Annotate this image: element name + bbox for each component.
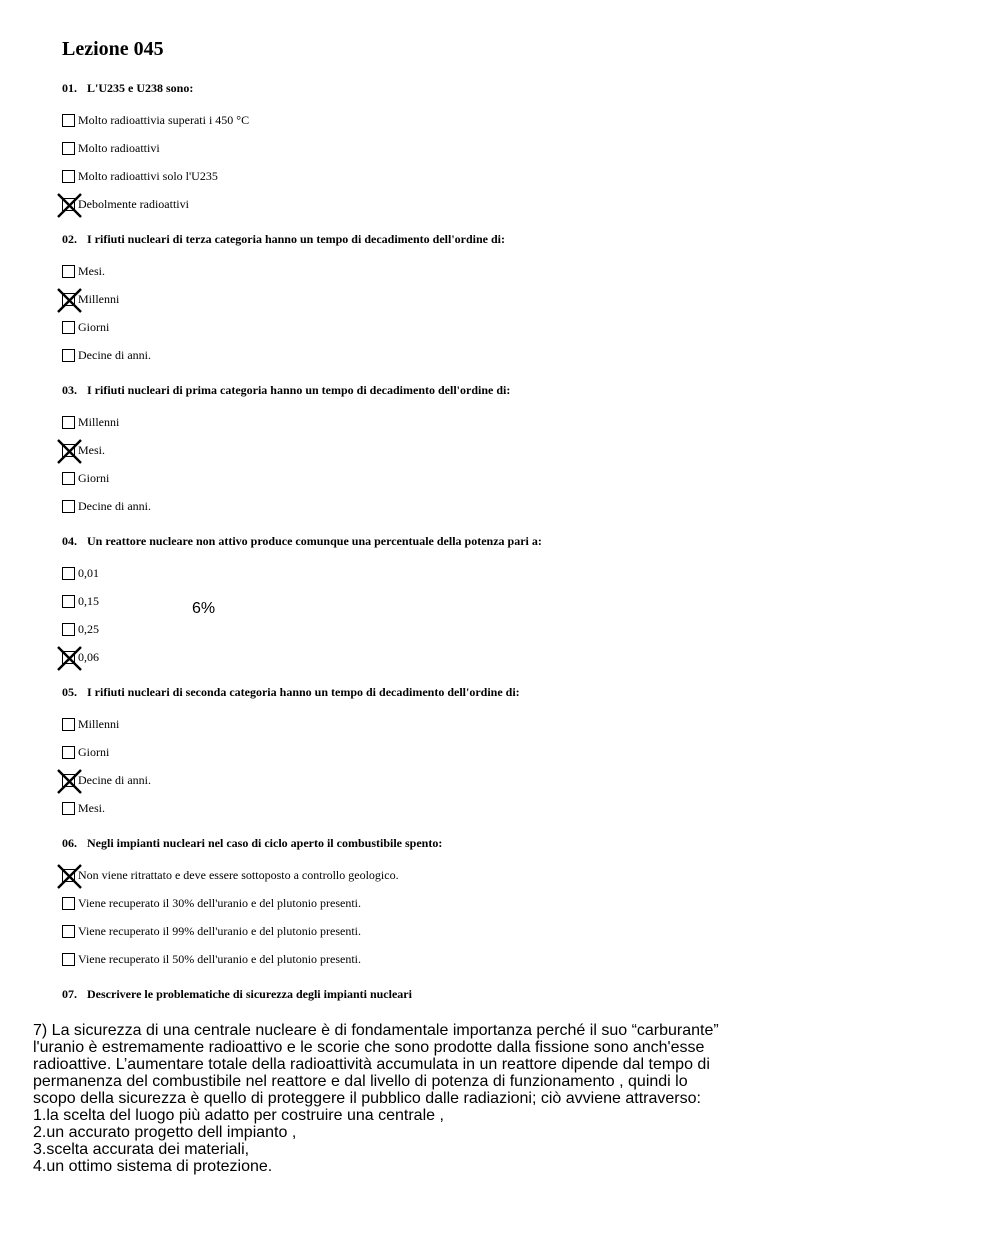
answer-line: 1.la scelta del luogo più adatto per costruire una centrale , xyxy=(33,1107,444,1124)
empty-checkbox[interactable] xyxy=(62,567,75,580)
question-2 xyxy=(62,231,962,369)
option-label: Mesi. xyxy=(78,264,105,278)
empty-checkbox[interactable] xyxy=(62,925,75,938)
x-mark-icon xyxy=(57,439,82,464)
answer-option[interactable] xyxy=(62,285,962,313)
option-label: Molto radioattivi xyxy=(78,141,160,155)
question-prompt: I rifiuti nucleari di prima categoria hanno un tempo di decadimento dell'ordine di: xyxy=(87,383,511,397)
answer-line: radioattive. L’aumentare totale della radioattività accumulata in un reattore dipende dal tempo di xyxy=(33,1056,710,1073)
answer-option[interactable] xyxy=(62,106,962,134)
empty-checkbox[interactable] xyxy=(62,595,75,608)
question-number: 02. xyxy=(62,232,77,246)
empty-checkbox[interactable] xyxy=(62,953,75,966)
empty-checkbox[interactable] xyxy=(62,321,75,334)
question-prompt: Negli impianti nucleari nel caso di ciclo aperto il combustibile spento: xyxy=(87,836,443,850)
option-label: 0,01 xyxy=(78,566,99,580)
empty-checkbox[interactable] xyxy=(62,170,75,183)
option-label: Giorni xyxy=(78,320,110,334)
option-label: Decine di anni. xyxy=(78,348,151,362)
answer-option[interactable] xyxy=(62,134,962,162)
question-number: 06. xyxy=(62,836,77,850)
question-prompt: Un reattore nucleare non attivo produce comunque una percentuale della potenza pari a: xyxy=(87,534,542,548)
question-1 xyxy=(62,80,962,218)
empty-checkbox[interactable] xyxy=(62,718,75,731)
answer-line: 2.un accurato progetto dell impianto , xyxy=(33,1124,297,1141)
answer-line: 7) La sicurezza di una centrale nucleare è di fondamentale importanza perché il suo “carburante” xyxy=(33,1022,719,1039)
question-text xyxy=(62,684,962,700)
empty-checkbox[interactable] xyxy=(62,897,75,910)
question-3 xyxy=(62,382,962,520)
question-prompt: L'U235 e U238 sono: xyxy=(87,81,194,95)
option-label: Molto radioattivia superati i 450 °C xyxy=(78,113,250,127)
answer-line: 4.un ottimo sistema di protezione. xyxy=(33,1158,273,1175)
question-number: 03. xyxy=(62,383,77,397)
empty-checkbox[interactable] xyxy=(62,500,75,513)
answer-option[interactable] xyxy=(62,615,962,643)
options-list xyxy=(62,257,962,369)
option-label: Decine di anni. xyxy=(78,499,151,513)
answer-option[interactable] xyxy=(62,190,962,218)
x-mark-icon xyxy=(57,769,82,794)
option-label: Giorni xyxy=(78,745,110,759)
answer-option[interactable] xyxy=(62,643,962,671)
answer-option[interactable] xyxy=(62,917,962,945)
question-number: 05. xyxy=(62,685,77,699)
question-prompt: I rifiuti nucleari di seconda categoria hanno un tempo di decadimento dell'ordine di: xyxy=(87,685,520,699)
checked-checkbox[interactable] xyxy=(62,869,75,882)
option-label: 0,06 xyxy=(78,650,99,664)
option-label: Millenni xyxy=(78,717,120,731)
answer-line: 3.scelta accurata dei materiali, xyxy=(33,1141,250,1158)
answer-line: permanenza del combustibile nel reattore e dal livello di potenza di funzionamento , quindi lo xyxy=(33,1073,688,1090)
answer-option[interactable] xyxy=(62,559,962,587)
empty-checkbox[interactable] xyxy=(62,114,75,127)
option-label: 0,25 xyxy=(78,622,99,636)
empty-checkbox[interactable] xyxy=(62,472,75,485)
answer-option[interactable] xyxy=(62,162,962,190)
answer-option[interactable] xyxy=(62,945,962,973)
question-5 xyxy=(62,684,962,822)
checked-checkbox[interactable] xyxy=(62,774,75,787)
checked-checkbox[interactable] xyxy=(62,651,75,664)
empty-checkbox[interactable] xyxy=(62,623,75,636)
page-title: Lezione 045 xyxy=(62,38,164,60)
question-prompt: I rifiuti nucleari di terza categoria hanno un tempo di decadimento dell'ordine di: xyxy=(87,232,505,246)
checked-checkbox[interactable] xyxy=(62,444,75,457)
option-label: Viene recuperato il 50% dell'uranio e del plutonio presenti. xyxy=(78,952,362,966)
answer-option[interactable] xyxy=(62,257,962,285)
answer-option[interactable] xyxy=(62,861,962,889)
question-text xyxy=(62,986,962,1002)
question-text xyxy=(62,231,962,247)
answer-option[interactable] xyxy=(62,889,962,917)
option-label: Debolmente radioattivi xyxy=(78,197,189,211)
option-label: Millenni xyxy=(78,415,120,429)
question-7 xyxy=(62,986,962,1002)
checked-checkbox[interactable] xyxy=(62,293,75,306)
handwritten-annotation: 6% xyxy=(192,600,216,617)
option-label: Giorni xyxy=(78,471,110,485)
option-label: Decine di anni. xyxy=(78,773,151,787)
option-label: Molto radioattivi solo l'U235 xyxy=(78,169,218,183)
question-number: 07. xyxy=(62,987,77,1001)
empty-checkbox[interactable] xyxy=(62,265,75,278)
answer-option[interactable] xyxy=(62,738,962,766)
option-label: Mesi. xyxy=(78,443,105,457)
question-prompt: Descrivere le problematiche di sicurezza degli impianti nucleari xyxy=(87,987,412,1001)
question-number: 04. xyxy=(62,534,77,548)
option-label: Viene recuperato il 30% dell'uranio e del plutonio presenti. xyxy=(78,896,362,910)
x-mark-icon xyxy=(57,193,82,218)
answer-line: scopo della sicurezza è quello di proteggere il pubblico dalle radiazioni; ciò avviene attraverso: xyxy=(33,1090,701,1107)
x-mark-icon xyxy=(57,646,82,671)
checked-checkbox[interactable] xyxy=(62,198,75,211)
options-list xyxy=(62,710,962,822)
answer-option[interactable] xyxy=(62,436,962,464)
answer-text xyxy=(33,1022,793,1175)
option-label: Millenni xyxy=(78,292,120,306)
option-label: 0,15 xyxy=(78,594,99,608)
question-text xyxy=(62,835,962,851)
option-label: Mesi. xyxy=(78,801,105,815)
question-number: 01. xyxy=(62,81,77,95)
option-label: Viene recuperato il 99% dell'uranio e del plutonio presenti. xyxy=(78,924,362,938)
answer-option[interactable] xyxy=(62,492,962,520)
question-text xyxy=(62,533,962,549)
empty-checkbox[interactable] xyxy=(62,802,75,815)
empty-checkbox[interactable] xyxy=(62,416,75,429)
answer-option[interactable] xyxy=(62,710,962,738)
answer-option[interactable] xyxy=(62,341,962,369)
options-list xyxy=(62,861,962,973)
answer-option[interactable] xyxy=(62,408,962,436)
question-6 xyxy=(62,835,962,973)
option-label: Non viene ritrattato e deve essere sottoposto a controllo geologico. xyxy=(78,868,399,882)
options-list xyxy=(62,408,962,520)
x-mark-icon xyxy=(57,864,82,889)
answer-option[interactable] xyxy=(62,313,962,341)
question-text xyxy=(62,80,962,96)
answer-option[interactable] xyxy=(62,766,962,794)
empty-checkbox[interactable] xyxy=(62,746,75,759)
question-text xyxy=(62,382,962,398)
answer-option[interactable] xyxy=(62,464,962,492)
empty-checkbox[interactable] xyxy=(62,349,75,362)
empty-checkbox[interactable] xyxy=(62,142,75,155)
options-list xyxy=(62,106,962,218)
x-mark-icon xyxy=(57,288,82,313)
answer-line: l'uranio è estremamente radioattivo e le scorie che sono prodotte dalla fissione sono anch'esse xyxy=(33,1039,705,1056)
answer-option[interactable] xyxy=(62,794,962,822)
